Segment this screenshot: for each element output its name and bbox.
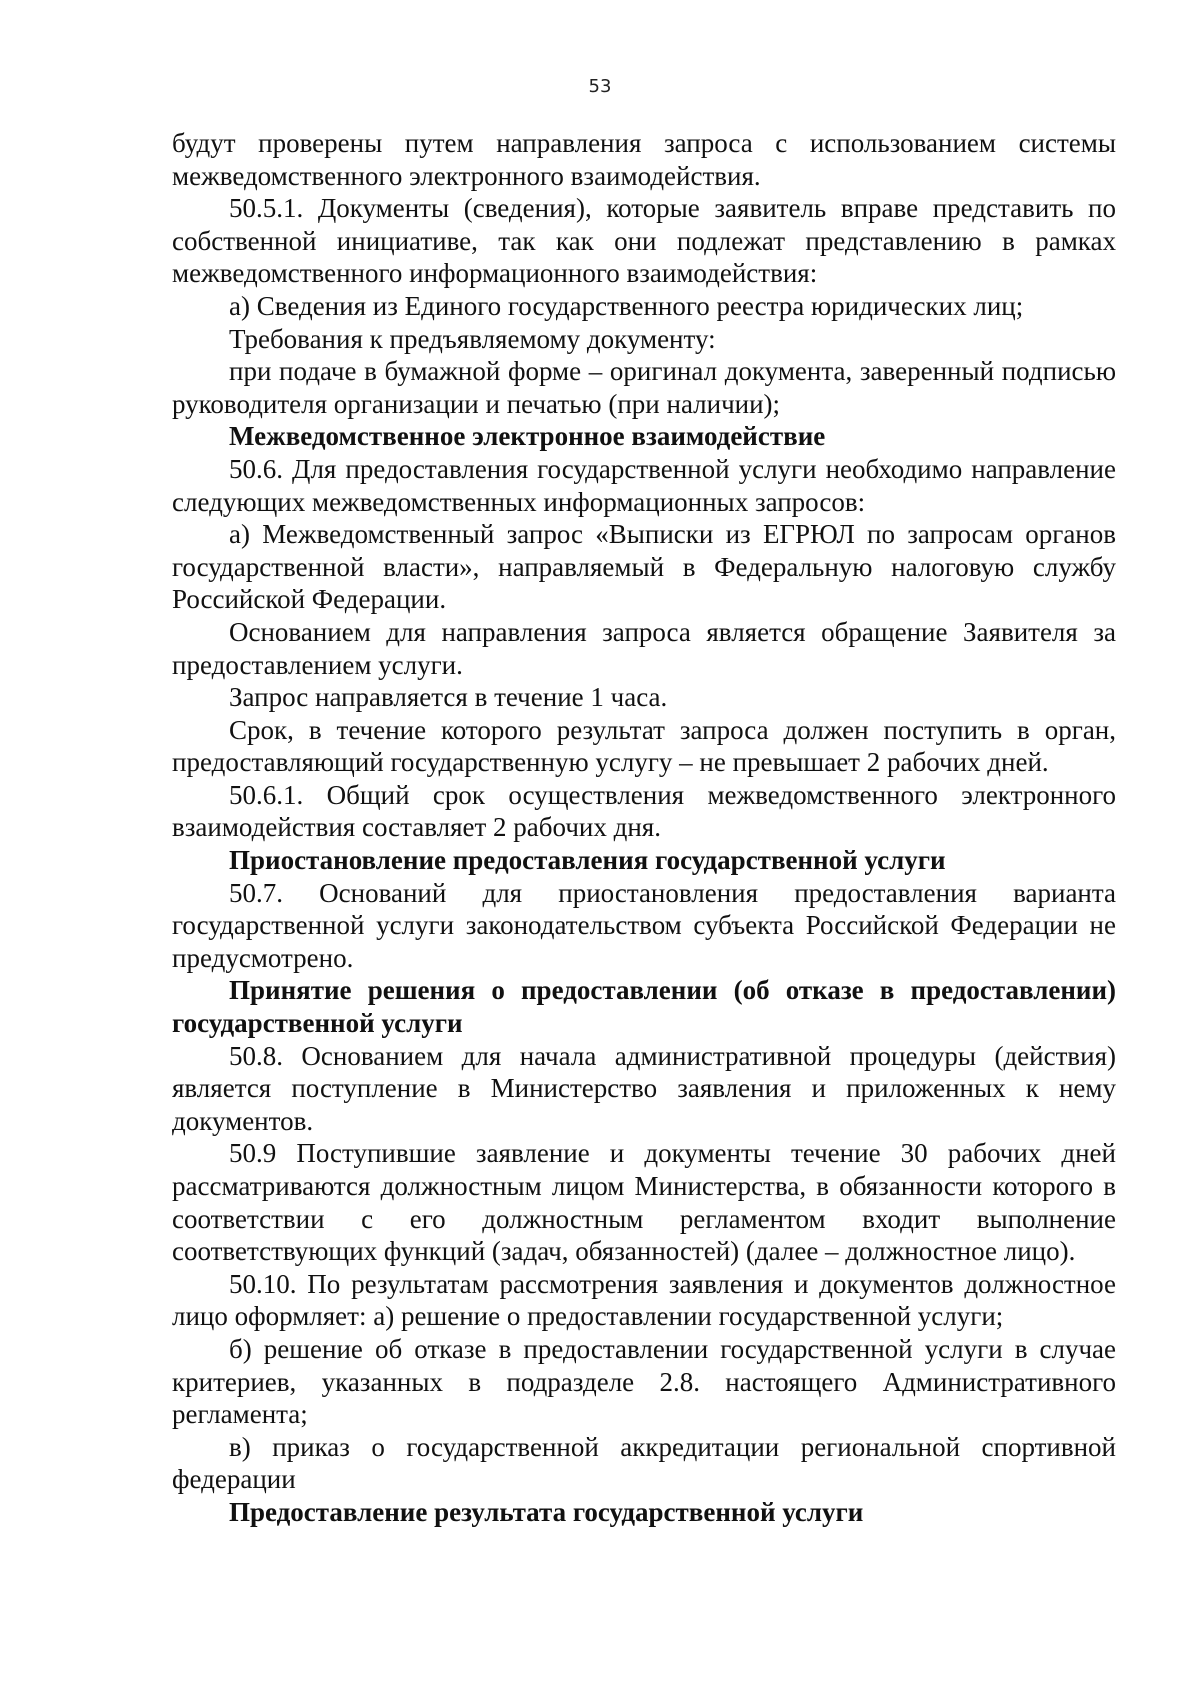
paragraph: 50.7. Оснований для приостановления предоставления варианта государственной услуги законодательством субъекта Российской Федерации не предусмотрено. <box>172 877 1116 973</box>
document-body <box>172 127 1116 1529</box>
paragraph: б) решение об отказе в предоставлении государственной услуги в случае критериев, указанных в подразделе 2.8. настоящего Административного регламента; <box>172 1333 1116 1430</box>
paragraph: Запрос направляется в течение 1 часа. <box>229 682 668 713</box>
section-heading: Межведомственное электронное взаимодействие <box>229 421 826 452</box>
paragraph: 50.9 Поступившие заявление и документы течение 30 рабочих дней рассматриваются должностным лицом Министерства, в обязанности которого в соответствии с его должностным регламентом входит выполнение соответствующих функций (задач, обязанностей) (далее – должностное лицо). <box>172 1138 1116 1267</box>
paragraph: Требования к предъявляемому документу: <box>229 323 716 354</box>
paragraph: 50.10. По результатам рассмотрения заявления и документов должностное лицо оформляет: а) решение о предоставлении государственной услуги; <box>172 1268 1116 1332</box>
paragraph: будут проверены путем направления запроса с использованием системы межведомственного электронного взаимодействия. <box>172 128 1116 191</box>
paragraph: а) Межведомственный запрос «Выписки из ЕГРЮЛ по запросам органов государственной власти», направляемый в Федеральную налоговую службу Российской Федерации. <box>172 519 1116 615</box>
paragraph: в) приказ о государственной аккредитации региональной спортивной федерации <box>172 1431 1116 1495</box>
page-number: 53 <box>588 76 612 97</box>
paragraph: Основанием для направления запроса является обращение Заявителя за предоставлением услуги. <box>172 616 1116 680</box>
paragraph: 50.8. Основанием для начала административной процедуры (действия) является поступление в Министерство заявления и приложенных к нему документов. <box>172 1040 1116 1136</box>
section-heading: Предоставление результата государственной услуги <box>229 1496 864 1527</box>
paragraph: 50.5.1. Документы (сведения), которые заявитель вправе представить по собственной инициативе, так как они подлежат представлению в рамках межведомственного информационного взаимодействия: <box>172 193 1116 289</box>
paragraph: а) Сведения из Единого государственного реестра юридических лиц; <box>229 290 1024 321</box>
section-heading: Приостановление предоставления государственной услуги <box>229 845 946 876</box>
paragraph: 50.6. Для предоставления государственной услуги необходимо направление следующих межведомственных информационных запросов: <box>172 453 1116 517</box>
paragraph: 50.6.1. Общий срок осуществления межведомственного электронного взаимодействия составляет 2 рабочих дня. <box>172 779 1116 843</box>
section-heading: Принятие решения о предоставлении (об отказе в предоставлении) государственной услуги <box>172 975 1116 1039</box>
paragraph: Срок, в течение которого результат запроса должен поступить в орган, предоставляющий государственную услугу – не превышает 2 рабочих дней. <box>172 714 1116 778</box>
paragraph: при подаче в бумажной форме – оригинал документа, заверенный подписью руководителя организации и печатью (при наличии); <box>172 356 1116 419</box>
